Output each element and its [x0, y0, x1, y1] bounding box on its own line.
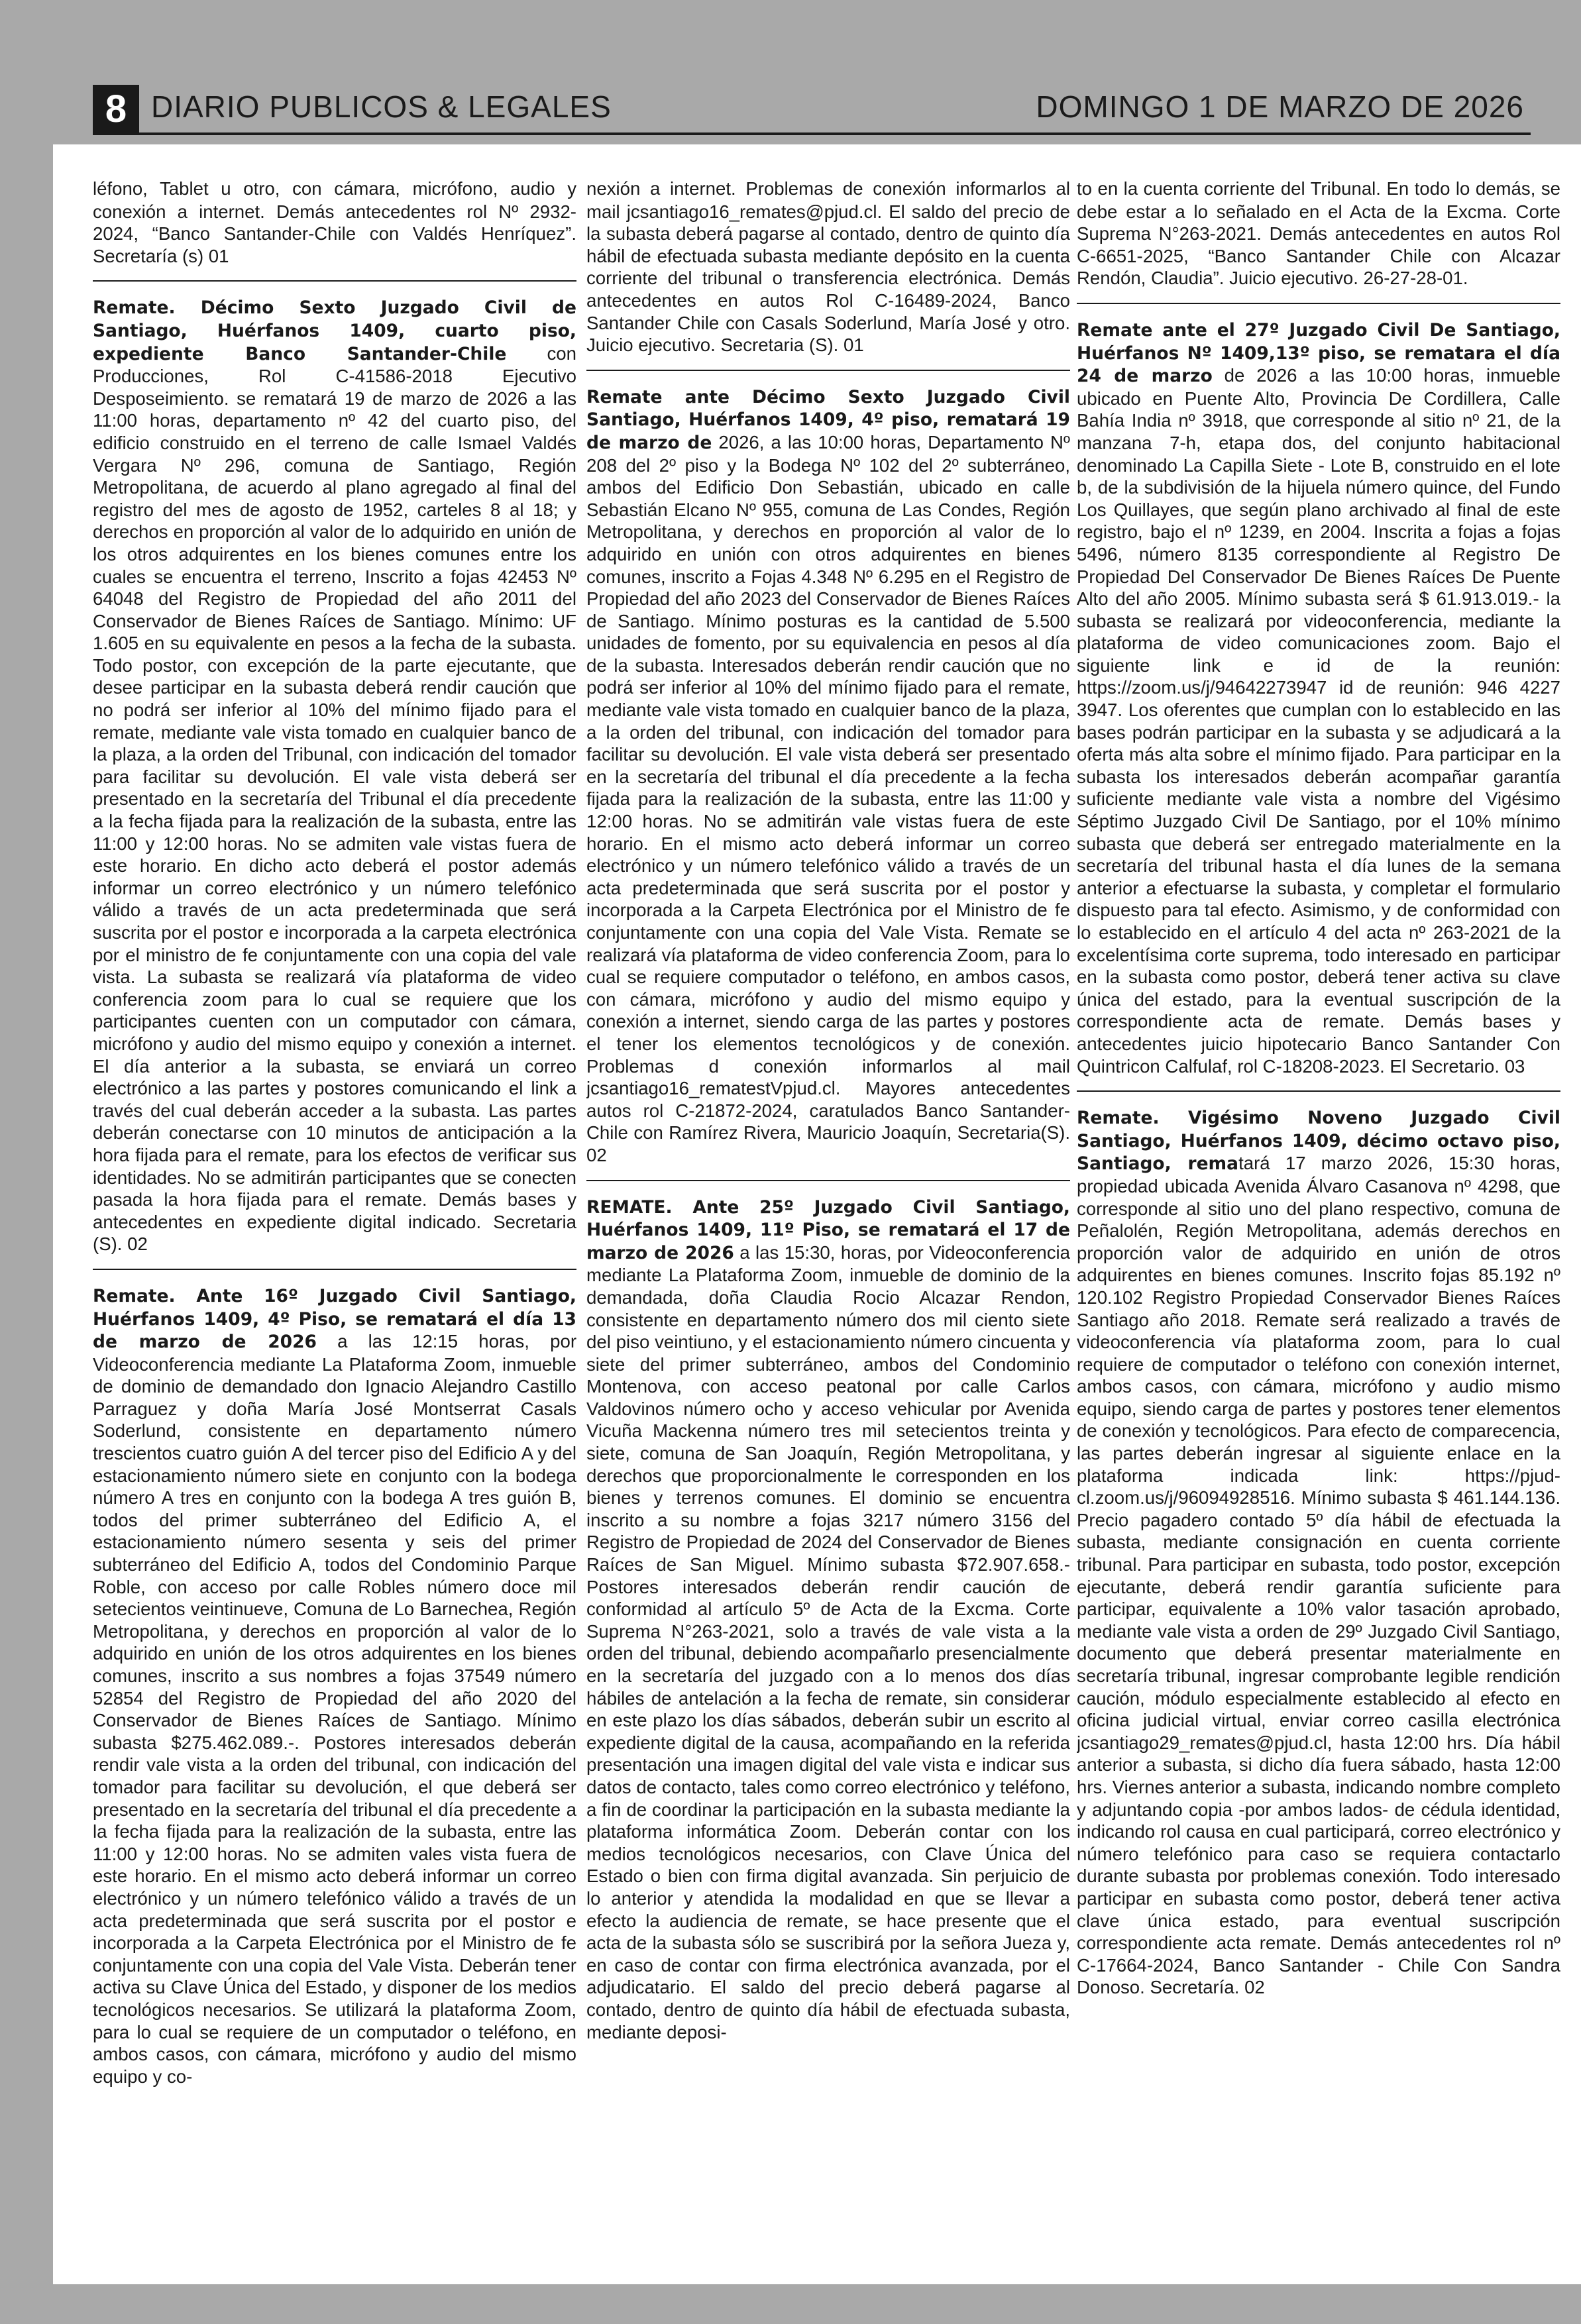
notice: [586, 1196, 1070, 2057]
page-sheet: [53, 144, 1581, 2284]
notice: [93, 296, 576, 1270]
notice-lead: Remate. Ante 16º Juzgado Civil Santiago, Huérfanos 1409, 4º Piso, se rematará el día 13 de marzo de 2026: [93, 1285, 576, 1353]
notice: [586, 386, 1070, 1181]
notice-body: de 2026 a las 10:00 horas, inmueble ubicado en Puente Alto, Provincia De Cordillera, Calle Bahía India nº 3918, que corresponde al sitio nº 21, de la manzana 7-h, etapa dos, del conjunto habitacional denominado La Capilla Siete - Lote B, construido en el lote b, de la subdivisión de la hijuela número quince, del Fundo Los Quillayes, que según plano archivado al final de este registro, bajo el nº 1239, en 2004. Inscrita a fojas a fojas 5496, número 8135 correspondiente al Registro De Propiedad Del Conservador De Bienes Raíces De Puente Alto del año 2005. Mínimo subasta será $ 61.913.019.- la subasta se realizará por videoconferencia, mediante la plataforma de video comunicaciones zoom. Bajo el siguiente link e id de la reunión: https://zoom.us/j/94642273947 id de reunión: 946 4227 3947. Los oferentes que cumplan con lo establecido en las bases podrán participar en la subasta y se adjudicará a la oferta más alta sobre el mínimo fijado. Para participar en la subasta los interesados deberán acompañar garantía suficiente mediante vale vista a nombre del Vigésimo Séptimo Juzgado Civil De Santiago, por el 10% mínimo subasta que deberá ser entregado materialmente en la secretaría del tribunal hasta el día lunes de la semana anterior a efectuarse la subasta, y completar el formulario dispuesto para tal efecto. Asimismo, y de conformidad con lo establecido en el artículo 4 del acta nº 263-2021 de la excelentísima corte suprema, todo interesado en participar en la subasta como postor, deberá tener activa su clave única del estado, para la eventual suscripción de la correspondiente acta de remate. Demás bases y antecedentes juicio hipotecario Banco Santander Con Quintricon Calfulaf, rol C-18208-2023. El Secretario. 03: [1077, 365, 1560, 1077]
notice: [1077, 319, 1560, 1092]
notice: [1077, 178, 1560, 304]
column-3: [1077, 178, 1560, 2264]
notice-body: a las 12:15 horas, por Videoconferencia mediante La Plataforma Zoom, inmueble de dominio de demandado don Ignacio Alejandro Castillo Parraguez y doña María José Montserrat Casals Soderlund, consistente en departamento número trescientos cuatro guión A del tercer piso del Edificio A y del estacionamiento número siete en conjunto con la bodega número A tres en conjunto con la bodega A tres guión B, todos del primer subterráneo del Edificio A, el estacionamiento número sesenta y seis del primer subterráneo del Edificio A, todos del Condominio Parque Roble, con acceso por calle Robles número doce mil setecientos veintinueve, Comuna de Lo Barnechea, Región Metropolitana, y derechos en proporción al valor de lo adquirido en unión de los otros adquirentes en los bienes comunes, inscrito a sus nombres a fojas 37549 número 52854 del Registro de Propiedad del año 2020 del Conservador de Bienes Raíces de Santiago. Mínimo subasta $275.462.089.-. Postores interesados deberán rendir vale vista a la orden del tribunal, con indicación del tomador para facilitar su devolución, el que deberá ser presentado en la secretaría del tribunal el día precedente a la fecha fijada para la realización de la subasta, entre las 11:00 y 12:00 horas. No se admiten vales vista fuera de este horario. En el mismo acto deberá informar un correo electrónico y un número telefónico válido a través de un acta predeterminada que será suscrita por el postor e incorporada a la Carpeta Electrónica por el Ministro de fe conjuntamente con una copia del Vale Vista. Deberán tener activa su Clave Única del Estado, y disponer de los medios tecnológicos necesarios. Se utilizará la plataforma Zoom, para lo cual se requiere de un computador o teléfono, en ambos casos, con cámara, micrófono y audio del mismo equipo y co-: [93, 1331, 576, 2087]
notice-body: 2026, a las 10:00 horas, Departamento Nº 208 del 2º piso y la Bodega Nº 102 del 2º subterráneo, ambos del Edificio Don Sebastián, ubicado en calle Sebastián Elcano Nº 955, comuna de Las Condes, Región Metropolitana, y derechos en proporción al valor de lo adquirido en unión con otros adquirentes en bienes comunes, inscrito a Fojas 4.348 Nº 6.295 en el Registro de Propiedad del año 2023 del Conservador de Bienes Raíces de Santiago. Mínimo posturas es la cantidad de 5.500 unidades de fomento, por su equivalencia en pesos al día de la subasta. Interesados deberán rendir caución que no podrá ser inferior al 10% del mínimo fijado para el remate, mediante vale vista tomado en cualquier banco de la plaza, a la orden del tribunal, con indicación del tomador para facilitar su devolución. El vale vista deberá ser presentado en la secretaría del tribunal el día precedente a la fecha fijada para la realización de la subasta, entre las 11:00 y 12:00 horas. No se admitirán vale vistas fuera de este horario. En el mismo acto deberá informar un correo electrónico y un número telefónico válido a través de un acta predeterminada que será suscrita por el postor y incorporada a la Carpeta Electrónica por el Ministro de fe conjuntamente con una copia del Vale Vista. Remate se realizará vía plataforma de video conferencia Zoom, para lo cual se requiere computador o teléfono, en ambos casos, con cámara, micrófono y audio del mismo equipo y conexión a internet, siendo carga de las partes y postores el tener los elementos tecnológicos y de conexión. Problemas d conexión informarlos al mail jcsantiago16_rematestVpjud.cl. Mayores antecedentes autos rol C-21872-2024, caratulados Banco Santander-Chile con Ramírez Rivera, Mauricio Joaquín, Secretaria(S). 02: [586, 431, 1070, 1165]
notice-body: léfono, Tablet u otro, con cámara, micrófono, audio y conexión a internet. Demás antecedentes rol Nº 2932-2024, “Banco Santander-Chile con Valdés Henríquez”. Secretaría (s) 01: [93, 178, 576, 266]
notice-body: nexión a internet. Problemas de conexión informarlos al mail jcsantiago16_remates@pjud.cl. El saldo del precio de la subasta deberá pagarse al contado, dentro de quinto día hábil de efectuada subasta mediante depósito en la cuenta corriente del tribunal o transferencia electrónica. Demás antecedentes en autos Rol C-16489-2024, Banco Santander Chile con Casals Soderlund, María José y otro. Juicio ejecutivo. Secretaria (S). 01: [586, 178, 1070, 356]
page-header: [93, 79, 1531, 135]
notice-lead: Remate ante el 27º Juzgado Civil De Santiago, Huérfanos Nº 1409,13º piso, se rematara el día 24 de marzo: [1077, 319, 1560, 387]
notice: [93, 1285, 576, 2101]
column-2: [586, 178, 1070, 2264]
notice-lead: Remate. Décimo Sexto Juzgado Civil de Santiago, Huérfanos 1409, cuarto piso, expediente Banco Santander-Chile: [93, 297, 576, 364]
notice-body: to en la cuenta corriente del Tribunal. En todo lo demás, se debe estar a lo señalado en el Acta de la Excma. Corte Suprema N°263-2021. Demás antecedentes en autos Rol C-6651-2025, “Banco Santander Chile con Alcazar Rendón, Claudia”. Juicio ejecutivo. 26-27-28-01.: [1077, 178, 1560, 289]
notice: [586, 178, 1070, 371]
notice: [93, 178, 576, 282]
notice-lead: REMATE. Ante 25º Juzgado Civil Santiago, Huérfanos 1409, 11º Piso, se rematará el 17 de marzo de 2026: [586, 1196, 1070, 1263]
notice-body: a las 15:30, horas, por Videoconferencia mediante La Plataforma Zoom, inmueble de dominio de la demandada, doña Claudia Rocio Alcazar Rendon, consistente en departamento número dos mil ciento siete del piso veintiuno, y el estacionamiento número cincuenta y siete del primer subterráneo, ambos del Condominio Montenova, con acceso peatonal por calle Carlos Valdovinos número ocho y acceso vehicular por Avenida Vicuña Mackenna número tres mil setecientos treinta y siete, comuna de San Joaquín, Región Metropolitana, y derechos que proporcionalmente le corresponden en los bienes y terrenos comunes. El dominio se encuentra inscrito a su nombre a fojas 3217 número 3156 del Registro de Propiedad de 2024 del Conservador de Bienes Raíces de San Miguel. Mínimo subasta $72.907.658.- Postores interesados deberán rendir caución de conformidad al artículo 5º de Acta de la Excma. Corte Suprema N°263-2021, solo a través de vale vista a la orden del tribunal, debiendo acompañarlo presencialmente en la secretaría del juzgado con a lo menos dos días hábiles de antelación a la fecha de remate, sin considerar en este plazo los días sábados, deberán subir un escrito al expediente digital de la causa, acompañando en la referida presentación una imagen digital del vale vista e indicar sus datos de contacto, tales como correo electrónico y teléfono, a fin de coordinar la participación en la subasta mediante la plataforma informática Zoom. Deberán contar con los medios tecnológicos necesarios, con Clave Única del Estado o bien con firma digital avanzada. Sin perjuicio de lo anterior y atendida la modalidad en que se llevar a efecto la audiencia de remate, se hace presente que el acta de la subasta sólo se suscribirá por la señora Jueza y, en caso de contar con firma electrónica avanzada, por el adjudicatario. El saldo del precio deberá pagarse al contado, dentro de quinto día hábil de efectuada subasta, mediante deposi-: [586, 1241, 1070, 2042]
notice-lead: Remate ante Décimo Sexto Juzgado Civil Santiago, Huérfanos 1409, 4º piso, rematará 19 de marzo de: [586, 386, 1070, 453]
column-1: [93, 178, 576, 2264]
notice: [1077, 1106, 1560, 2012]
notice-body: tará 17 marzo 2026, 15:30 horas, propiedad ubicada Avenida Álvaro Casanova nº 4298, que corresponde al sitio uno del plano respectivo, comuna de Peñalolén, Región Metropolitana, además derechos en proporción valor de adquirido en unión de otros adquirentes en bienes comunes. Inscrito fojas 85.192 nº 120.102 Registro Propiedad Conservador Bienes Raíces Santiago año 2018. Remate será realizado a través de videoconferencia vía plataforma zoom, para lo cual requiere de computador o teléfono con conexión internet, ambos casos, con cámara, micrófono y audio mismo equipo, siendo carga de partes y postores tener elementos de conexión y tecnológicos. Para efecto de comparecencia, las partes deberán ingresar al siguiente enlace en la plataforma indicada link: https://pjud-cl.zoom.us/j/96094928516. Mínimo subasta $ 461.144.136. Precio pagadero contado 5º día hábil de efectuada la subasta, mediante consignación en cuenta corriente tribunal. Para participar en subasta, todo postor, excepción ejecutante, deberá rendir garantía suficiente para participar, equivalente a 10% valor tasación aprobado, mediante vale vista a orden de 29º Juzgado Civil Santiago, documento que deberá presentar materialmente en secretaría tribunal, ingresar comprobante legible rendición caución, módulo especialmente establecido al efecto en oficina judicial virtual, enviar correo casilla electrónica jcsantiago29_remates@pjud.cl, hasta 12:00 hrs. Día hábil anterior a subasta, si dicho día fuera sábado, hasta 12:00 hrs. Viernes anterior a subasta, indicando nombre completo y adjuntando copia -por ambos lados- de cédula identidad, indicando rol causa en cual participará, correo electrónico y número telefónico para caso se requiera contactarlo durante subasta por problemas conexión. Todo interesado participar en subasta como postor, deberá tener activa clave única estado, para eventual suscripción correspondiente acta remate. Demás antecedentes rol nº C-17664-2024, Banco Santander - Chile Con Sandra Donoso. Secretaría. 02: [1077, 1153, 1560, 1998]
publication-title: DIARIO PUBLICOS & LEGALES: [151, 89, 612, 124]
page-number: 8: [93, 85, 139, 132]
publication-date: DOMINGO 1 DE MARZO DE 2026: [1036, 89, 1524, 124]
notice-body: con Producciones, Rol C-41586-2018 Ejecutivo Desposeimiento. se rematará 19 de marzo de 2026 a las 11:00 horas, departamento nº 42 del cuarto piso, del edificio construido en el terreno de calle Ismael Valdés Vergara Nº 296, comuna de Santiago, Región Metropolitana, de acuerdo al plano agregado al final del registro del mes de agosto de 1952, carteles 8 al 18; y derechos en proporción al valor de lo adquirido en unión de los otros adquirentes en los bienes comunes entre los cuales se encuentra el terreno, Inscrito a fojas 42453 Nº 64048 del Registro de Propiedad del año 2011 del Conservador de Bienes Raíces de Santiago. Mínimo: UF 1.605 en su equivalente en pesos a la fecha de la subasta. Todo postor, con excepción de la parte ejecutante, que desee participar en la subasta deberá rendir caución que no podrá ser inferior al 10% del mínimo fijado para el remate, mediante vale vista tomado en cualquier banco de la plaza, a la orden del Tribunal, con indicación del tomador para facilitar su devolución. El vale vista deberá ser presentado en la secretaría del Tribunal el día precedente a la fecha fijada para la realización de la subasta, entre las 11:00 y 12:00 horas. No se admiten vale vistas fuera de este horario. En dicho acto deberá el postor además informar un correo electrónico y un número telefónico válido a través de un acta predeterminada que será suscrita por el postor e incorporada a la carpeta electrónica por el ministro de fe conjuntamente con una copia del vale vista. La subasta se realizará vía plataforma de video conferencia zoom para lo cual se requiere que los participantes cuenten con un computador con cámara, micrófono y audio del mismo equipo y conexión a internet. El día anterior a la subasta, se enviará un correo electrónico a las partes y postores comunicando el link a través del cual deberán acceder a la subasta. Las partes deberán conectarse con 10 minutos de anticipación a la hora fijada para el remate, para los efectos de verificar sus identidades. No se admitirán participantes que se conecten pasada la hora fijada para el remate. Demás bases y antecedentes en expediente digital indicado. Secretaria (S). 02: [93, 343, 576, 1255]
notice-lead: Remate. Vigésimo Noveno Juzgado Civil Santiago, Huérfanos 1409, décimo octavo piso, Santiago, rema: [1077, 1108, 1560, 1175]
